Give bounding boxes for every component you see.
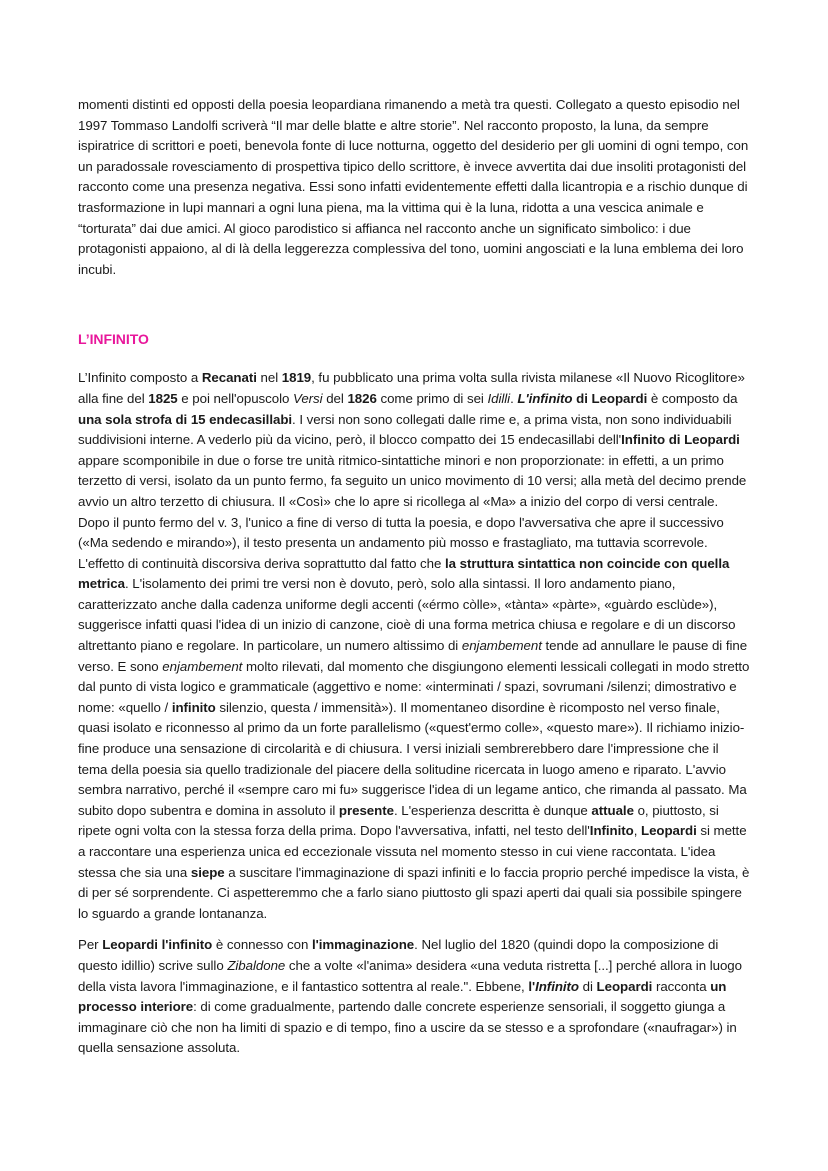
emphasis-text: di Leopardi: [572, 390, 648, 406]
emphasis-text: enjambement: [162, 658, 243, 674]
emphasis-text: una sola strofa di 15 endecasillabi: [78, 411, 293, 427]
text-run: è composto da: [647, 390, 738, 406]
intro-paragraph: [78, 95, 751, 280]
text-run: . I versi non sono collegati dalle rime e, a prima vista, non sono individuabili suddivisioni interne. A vederlo più da vicino, però, il blocco compatto dei 15 endecasillabi dell': [78, 411, 732, 448]
emphasis-text: l'immaginazione: [311, 937, 415, 953]
text-run: : di come gradualmente, partendo dalle concrete esperienze sensoriali, il soggetto giunga a immaginare ciò che non ha limiti di spazio e di tempo, fino a uscire da se stesso e a sprofondare («naufragar») in quella sensazione assoluta.: [78, 999, 737, 1056]
text-run: ,: [633, 823, 641, 839]
text-run: .: [510, 390, 518, 406]
text-run: di: [579, 978, 597, 994]
text-run: silenzio, questa / immensità»). Il momentaneo disordine è ricomposto nel verso finale, quasi isolato e riconnesso al primo da un forte parallelismo («quest'ermo colle», «questo mare»). Il richiamo inizio-fine produce una sensazione di circolarità e di chiusura. I versi iniziali sembrerebbero dare l'impressione che il tema della poesia sia quello tradizionale del piacere della solitudine ricercata in luogo ameno e riparato. L'avvio sembra narrativo, perché il «sempre caro mi fu» suggerisce l'idea di un legame antico, che rimanda al passato. Ma subito dopo subentra e domina in assoluto il: [78, 699, 747, 818]
text-run: o, piuttosto, si ripete ogni volta con la stessa forza della prima. Dopo l'avversativa, infatti, nel testo dell': [78, 802, 719, 839]
emphasis-text: 1825: [148, 390, 178, 406]
emphasis-text: Recanati: [201, 370, 257, 386]
emphasis-text: infinito: [171, 699, 216, 715]
text-run: , fu pubblicato una prima volta sulla rivista milanese «Il Nuovo Ricoglitore» alla fine del: [78, 370, 745, 406]
infinito-paragraph-2: [78, 935, 751, 1059]
emphasis-text: presente: [338, 802, 394, 818]
text-run: nel: [256, 370, 282, 386]
emphasis-text: 1819: [281, 370, 312, 386]
emphasis-text: L'infinito: [517, 390, 573, 406]
text-run: che a volte «l'anima» desidera «una veduta ristretta [...] perché allora in luogo della vista lavora l'immaginazione, e il fantastico sottentra al reale.". Ebbene,: [78, 957, 742, 994]
emphasis-text: l': [528, 978, 536, 994]
text-run: . L'isolamento dei primi tre versi non è dovuto, però, solo alla sintassi. Il loro andamento piano, caratterizzato anche dalla cadenza uniforme degli accenti («érmo còlle», «tànta» «pàrte», «guàrdo esclùde»), suggerisce infatti quasi l'idea di un inizio di canzone, cioè di una forma metrica chiusa e regolare e di un discorso altrettanto piano e regolare. In particolare, un numero altissimo di: [78, 576, 736, 654]
emphasis-text: Zibaldone: [227, 957, 286, 973]
emphasis-text: Idilli: [487, 390, 511, 406]
emphasis-text: la struttura sintattica non coincide con quella metrica: [78, 555, 730, 592]
text-run: del: [322, 390, 348, 406]
text-run: momenti distinti ed opposti della poesia leopardiana rimanendo a metà tra questi. Collegato a questo episodio nel 1997 Tommaso Landolfi scriverà “Il mar delle blatte e altre storie”. Nel racconto proposto, la luna, da sempre ispiratrice di scrittori e poeti, benevola fonte di luce notturna, oggetto del desiderio per gli uomini di ogni tempo, con un paradossale rovesciamento di prospettiva tipico dello scrittore, è invece avvertita dai due insoliti protagonisti del racconto come una presenza negativa. Essi sono infatti evidentemente effetti dalla licantropia e a rischio dunque di trasformazione in lupi mannari a ogni luna piena, ma la vittima qui è la luna, ridotta a una vescica animale e “torturata” dai due amici. Al gioco parodistico si affianca nel racconto anche un significato simbolico: i due protagonisti appaiono, al di là della leggerezza complessiva del tono, uomini angosciati e la luna emblema dei loro incubi.: [78, 97, 749, 277]
emphasis-text: Infinito: [535, 978, 579, 994]
text-run: si mette a raccontare una esperienza unica ed eccezionale vissuta nel momento stesso in cui viene raccontata. L'idea stessa che sia una: [78, 823, 747, 880]
text-run: tende ad annullare le pause di fine verso. E sono: [78, 638, 748, 674]
document-page: [78, 95, 751, 1059]
emphasis-text: Leopardi: [596, 978, 653, 994]
emphasis-text: un processo interiore: [78, 978, 727, 1015]
emphasis-text: Leopardi l'infinito: [102, 937, 213, 953]
text-run: . Nel luglio del 1820 (quindi dopo la composizione di questo idillio) scrive sullo: [78, 937, 719, 973]
text-run: L’Infinito composto a: [78, 370, 202, 386]
text-run: come primo di sei: [376, 390, 488, 406]
infinito-paragraph-1: [78, 368, 751, 924]
text-run: Per: [78, 937, 103, 953]
emphasis-text: attuale: [591, 802, 634, 818]
emphasis-text: Infinito: [589, 823, 634, 839]
text-run: . L'esperienza descritta è dunque: [393, 802, 592, 818]
emphasis-text: Infinito di Leopardi: [621, 432, 740, 448]
text-run: racconta: [652, 978, 711, 994]
emphasis-text: Versi: [293, 390, 323, 406]
section-heading: L’INFINITO: [78, 331, 149, 348]
text-run: e poi nell'opuscolo: [177, 390, 293, 406]
text-run: molto rilevati, dal momento che disgiungono elementi lessicali collegati in modo stretto dal punto di vista logico e grammaticale (aggettivo e nome: «interminati / spazi, sovrumani /silenzi; dimostrativo e nome: «quello /: [78, 658, 750, 715]
emphasis-text: 1826: [347, 390, 377, 406]
emphasis-text: siepe: [190, 864, 225, 880]
text-run: appare scomponibile in due o forse tre unità ritmico-sintattiche minori e non proporzionate: in effetti, a un primo terzetto di versi, isolato da un punto fermo, fa seguito un unico movimento di 10 versi; alla metà del decimo prende avvio un altro terzetto di chiusura. Il «Così» che lo apre si ricollega al «Ma» a inizio del corpo di versi centrale. Dopo il punto fermo del v. 3, l'unico a fine di verso di tutta la poesia, e dopo l'avversativa che apre il successivo («Ma sedendo e mirando»), il testo presenta un andamento più mosso e frastagliato, ma tuttavia scorrevole. L'effetto di continuità discorsiva deriva soprattutto dal fatto che: [78, 452, 747, 571]
emphasis-text: Leopardi: [641, 823, 697, 839]
emphasis-text: enjambement: [461, 638, 542, 654]
text-run: è connesso con: [212, 937, 312, 953]
text-run: a suscitare l'immaginazione di spazi infiniti e lo faccia proprio perché impedisce la vista, è di per sé sorprendente. Ci aspetteremmo che a farlo siano piuttosto gli spazi aperti dai quali sia possibile spingere lo sguardo a grande lontananza.: [78, 864, 750, 921]
